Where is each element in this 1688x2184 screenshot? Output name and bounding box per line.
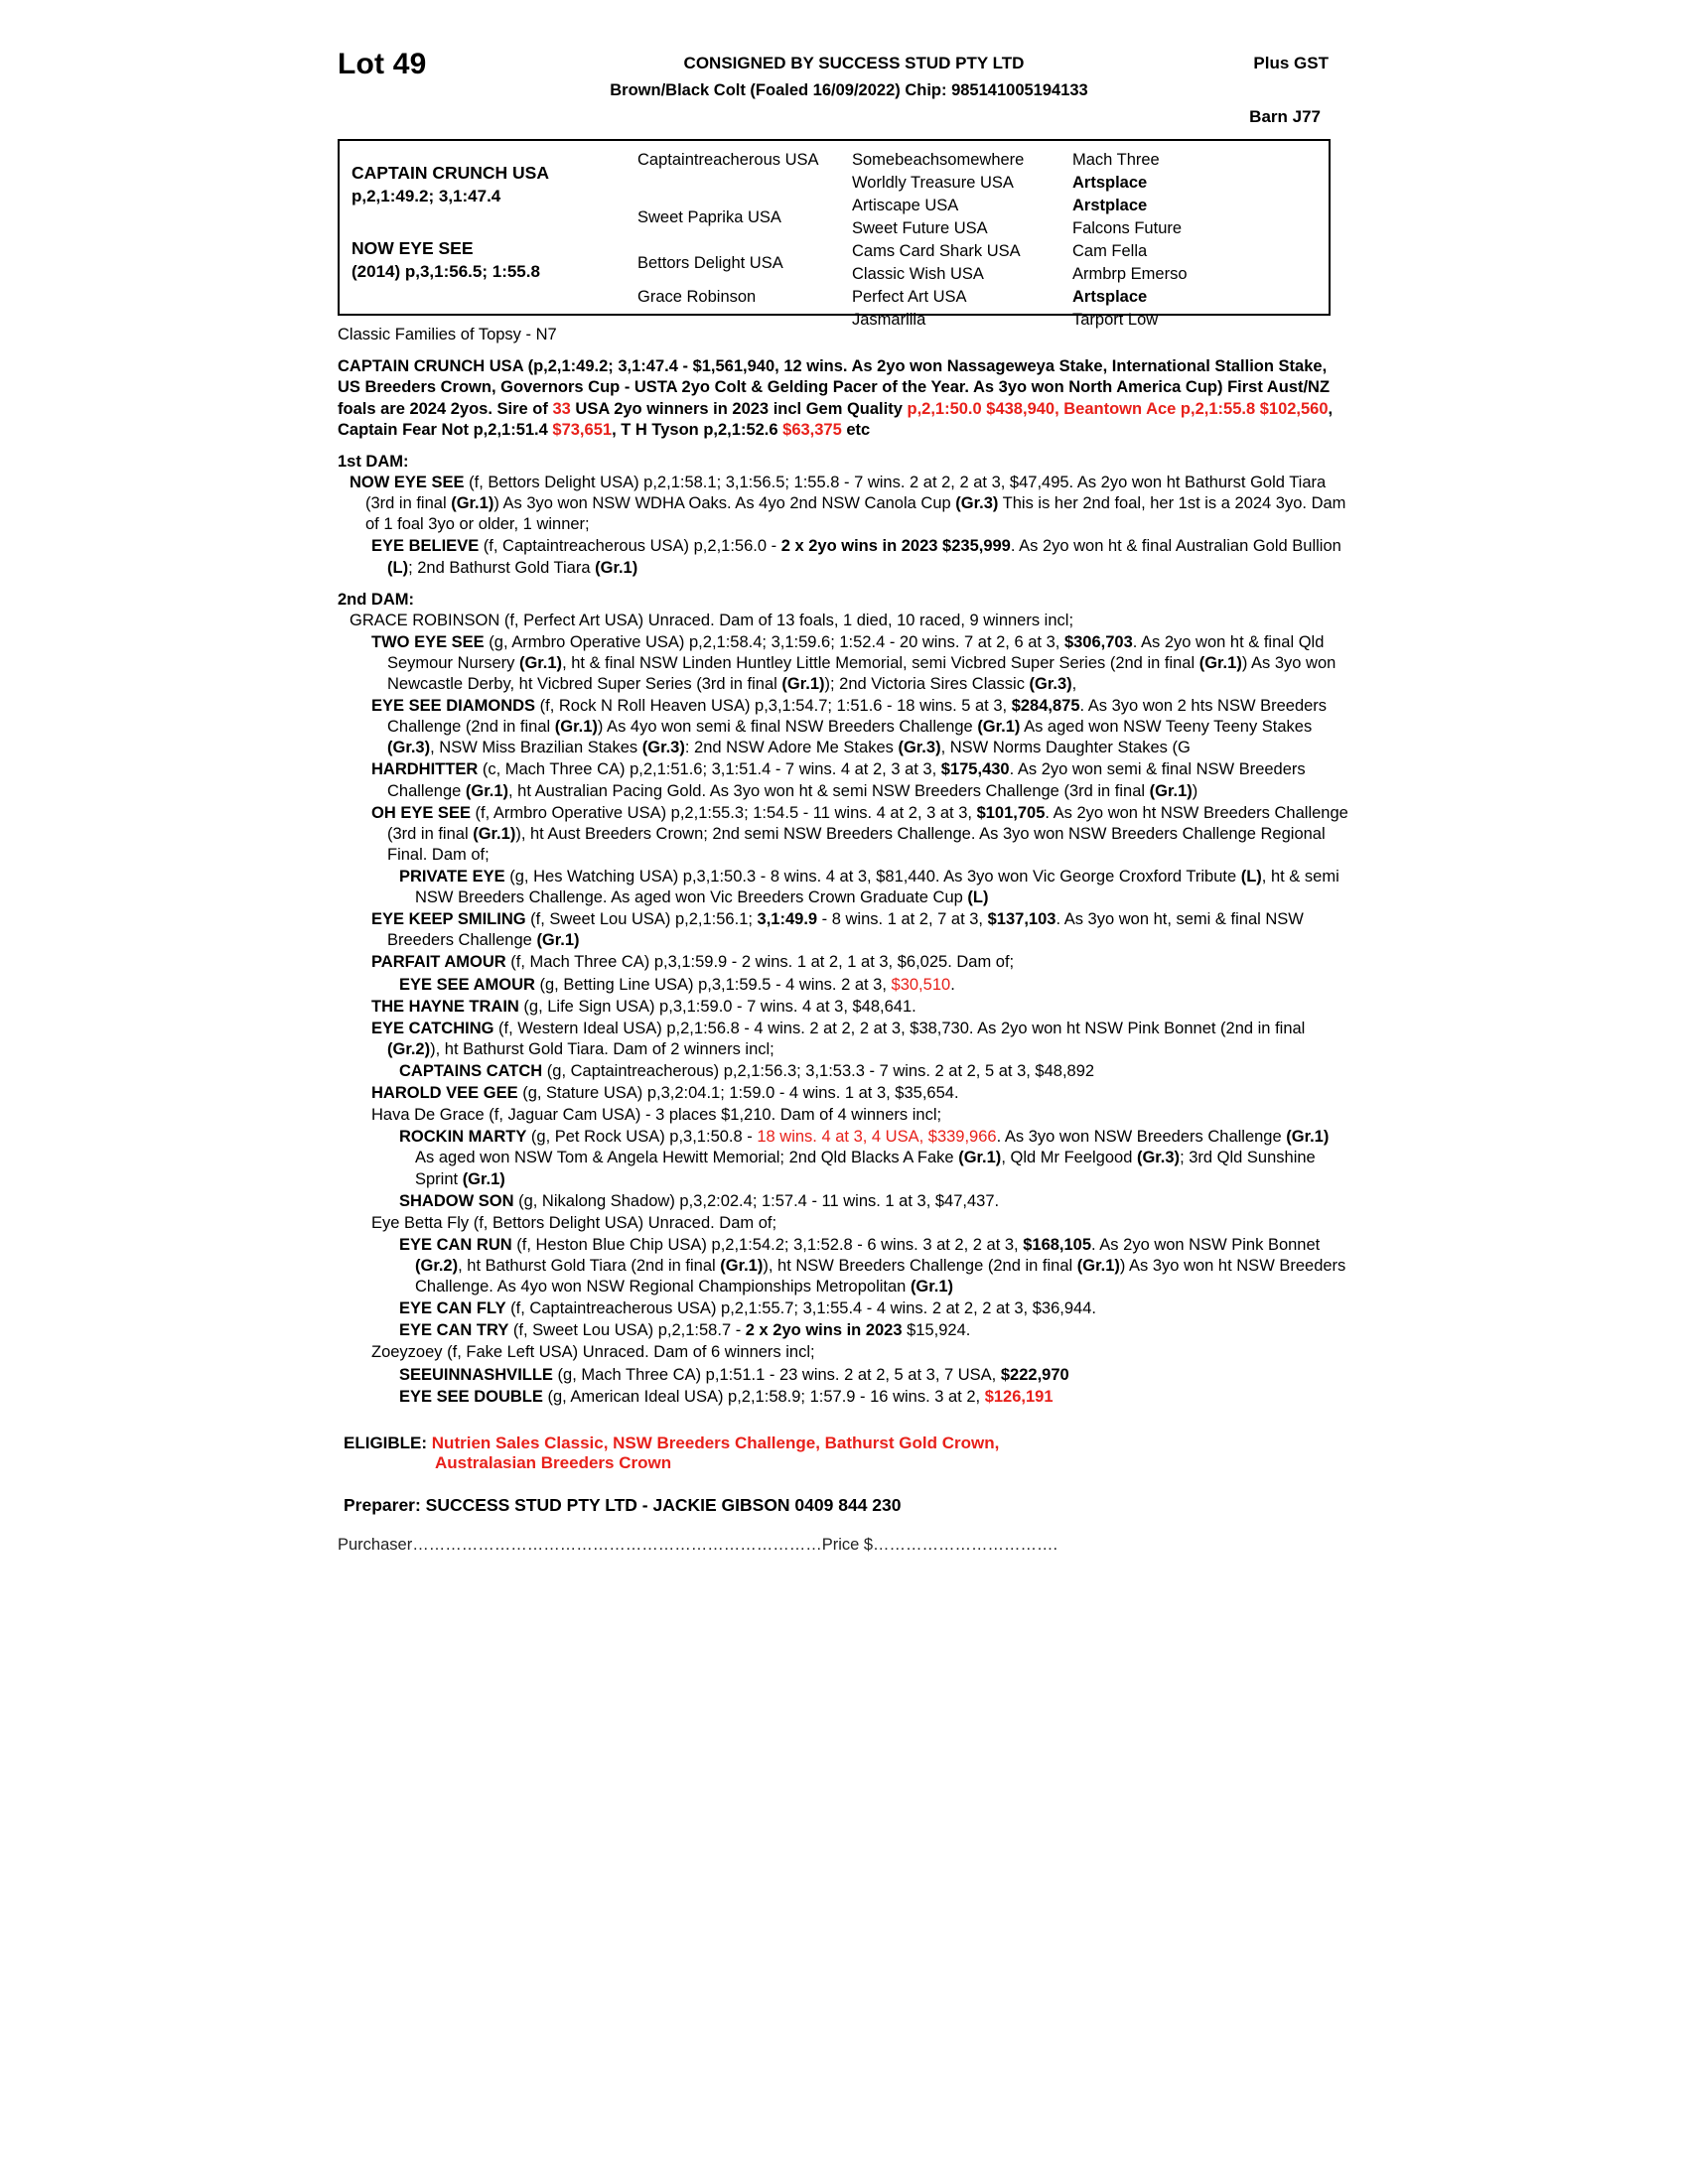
catalogue-sheet bbox=[338, 40, 1350, 1555]
entry-text: , bbox=[1071, 675, 1077, 693]
entry-text: - 8 wins. 1 at 2, 7 at 3, bbox=[817, 910, 988, 929]
entry-strong: 2 x 2yo wins in 2023 $235,999 bbox=[780, 537, 1011, 556]
entry-text: , ht & final NSW Linden Huntley Little Memorial, semi Vicbred Super Series (2nd in final bbox=[562, 653, 1199, 672]
entry-text: GRACE ROBINSON (f, Perfect Art USA) Unraced. Dam of 13 foals, 1 died, 10 raced, 9 winners incl; bbox=[350, 611, 1074, 629]
entry-text: As aged won NSW Tom & Angela Hewitt Memorial; 2nd Qld Blacks A Fake bbox=[415, 1149, 959, 1167]
pedigree-entry bbox=[338, 1387, 1350, 1408]
entry-strong: (Gr.1) bbox=[518, 653, 563, 672]
entry-text: Hava De Grace (f, Jaguar Cam USA) - 3 places $1,210. Dam of 4 winners incl; bbox=[371, 1106, 942, 1125]
entry-strong: (Gr.1) bbox=[536, 931, 580, 950]
pedigree-entry bbox=[338, 1320, 1350, 1341]
entry-strong: $222,970 bbox=[1000, 1365, 1069, 1384]
second-dam-header: 2nd DAM: bbox=[338, 590, 414, 609]
entry-text: This is her 2nd foal, her 1st is a 2024 3yo. Dam of 1 foal 3yo or older, 1 winner; bbox=[365, 494, 1346, 534]
entry-text: (g, Stature USA) p,3,2:04.1; 1:59.0 - 4 wins. 1 at 3, $35,654. bbox=[517, 1084, 959, 1103]
consignor-line: CONSIGNED BY SUCCESS STUD PTY LTD bbox=[683, 54, 1025, 72]
entry-strong: EYE SEE AMOUR bbox=[399, 975, 535, 994]
entry-strong: $168,105 bbox=[1023, 1235, 1092, 1254]
entry-strong: PRIVATE EYE bbox=[399, 867, 505, 886]
entry-strong: (Gr.1) bbox=[1149, 781, 1193, 800]
pedigree-entry bbox=[338, 1105, 1350, 1126]
entry-strong: (Gr.1) bbox=[1198, 653, 1242, 672]
pedigree-entry bbox=[338, 997, 1350, 1018]
barn-label: Barn J77 bbox=[1249, 107, 1321, 126]
pedigree-entry bbox=[338, 952, 1350, 973]
entry-text: (f, Captaintreacherous USA) p,2,1:56.0 - bbox=[479, 537, 781, 556]
entry-strong: (Gr.3) bbox=[641, 739, 685, 757]
pedigree-entry bbox=[338, 1191, 1350, 1212]
pedigree-col-parents bbox=[352, 141, 639, 314]
entry-text: (g, Armbro Operative USA) p,2,1:58.4; 3,1:59.6; 1:52.4 - 20 wins. 7 at 2, 6 at 3, bbox=[484, 632, 1064, 651]
entry-highlight: 18 wins. 4 at 3, 4 USA, $339,966 bbox=[757, 1128, 997, 1147]
entry-text: . As 2yo won NSW Pink Bonnet bbox=[1091, 1235, 1321, 1254]
entry-text: (f, Armbro Operative USA) p,2,1:55.3; 1:54.5 - 11 wins. 4 at 2, 3 at 3, bbox=[470, 803, 977, 822]
pedigree-cell: Arstplace bbox=[1072, 197, 1148, 214]
pedigree-cell: Artsplace bbox=[1072, 174, 1148, 192]
pedigree-entry bbox=[338, 1083, 1350, 1104]
pedigree-entry bbox=[338, 1235, 1350, 1297]
entry-text: ) As 3yo won Newcastle Derby, ht Vicbred Super Series (3rd in final bbox=[387, 653, 1336, 693]
entry-text: (g, Pet Rock USA) p,3,1:50.8 - bbox=[526, 1128, 758, 1147]
entry-strong: (Gr.2) bbox=[415, 1256, 459, 1275]
entry-strong: ROCKIN MARTY bbox=[399, 1128, 527, 1147]
pedigree-col-grandparents bbox=[637, 141, 854, 314]
entry-text: . bbox=[950, 975, 955, 994]
entry-text: . As 3yo won ht, semi & final NSW Breeders Challenge bbox=[387, 910, 1304, 950]
entry-strong: HAROLD VEE GEE bbox=[371, 1084, 518, 1103]
pedigree-entry bbox=[338, 1365, 1350, 1386]
pedigree-cell: Cams Card Shark USA bbox=[852, 242, 1021, 260]
pedigree-cell: Sweet Paprika USA bbox=[637, 208, 781, 226]
pedigree-entry bbox=[338, 867, 1350, 908]
blurb-highlight: p,2,1:50.0 $438,940, Beantown Ace p,2,1:55.8 $102,560 bbox=[907, 399, 1329, 418]
pedigree-cell: Perfect Art USA bbox=[852, 288, 967, 306]
entry-text: (f, Sweet Lou USA) p,2,1:56.1; bbox=[525, 910, 758, 929]
pedigree-entry bbox=[338, 803, 1350, 866]
pedigree-cell: Cam Fella bbox=[1072, 242, 1148, 260]
entry-text: (g, Nikalong Shadow) p,3,2:02.4; 1:57.4 - 11 wins. 1 at 3, $47,437. bbox=[513, 1191, 1000, 1210]
entry-text: ); 2nd Victoria Sires Classic bbox=[824, 675, 1030, 693]
entry-text: (f, Western Ideal USA) p,2,1:56.8 - 4 wins. 2 at 2, 2 at 3, $38,730. As 2yo won ht NSW Pink Bonnet (2nd in final bbox=[493, 1019, 1306, 1037]
entry-text: (g, Hes Watching USA) p,3,1:50.3 - 8 wins. 4 at 3, $81,440. As 3yo won Vic George Croxford Tribute bbox=[504, 867, 1241, 886]
entry-strong: (L) bbox=[967, 888, 989, 907]
entry-strong: SEEUINNASHVILLE bbox=[399, 1365, 553, 1384]
entry-strong: HARDHITTER bbox=[371, 760, 479, 779]
blurb-text: CAPTAIN CRUNCH USA (p,2,1:49.2; 3,1:47.4 - $1,561,940, 12 wins. As 2yo won Nassageweya Stake, International Stallion Stake, US Breeders Crown, Governors Cup - USTA 2yo Colt & Gelding Pacer of the Year. As 3yo won North America Cup) First Aust/NZ foals are 2024 2yos. Sire of bbox=[338, 357, 1331, 418]
second-dam-entries bbox=[338, 611, 1350, 1408]
pedigree-entry bbox=[338, 536, 1350, 578]
entry-strong: (Gr.3) bbox=[387, 739, 431, 757]
eligible-label: ELIGIBLE: bbox=[344, 1433, 432, 1452]
entry-text: Zoeyzoey (f, Fake Left USA) Unraced. Dam of 6 winners incl; bbox=[371, 1343, 815, 1362]
entry-strong: (Gr.1) bbox=[958, 1149, 1002, 1167]
entry-text: (f, Rock N Roll Heaven USA) p,3,1:54.7; 1:51.6 - 18 wins. 5 at 3, bbox=[535, 697, 1012, 716]
entry-strong: SHADOW SON bbox=[399, 1191, 514, 1210]
blurb-text: USA 2yo winners in 2023 incl Gem Quality bbox=[570, 399, 908, 418]
horse-description: Brown/Black Colt (Foaled 16/09/2022) Chip: 985141005194133 bbox=[610, 81, 1088, 99]
sire-name: CAPTAIN CRUNCH USA bbox=[352, 163, 549, 183]
plus-gst-label: Plus GST bbox=[1253, 54, 1329, 72]
entry-strong: PARFAIT AMOUR bbox=[371, 953, 506, 972]
entry-text: (g, American Ideal USA) p,2,1:58.9; 1:57.9 - 16 wins. 3 at 2, bbox=[542, 1387, 985, 1406]
entry-strong: (Gr.3) bbox=[1136, 1149, 1181, 1167]
entry-text: (c, Mach Three CA) p,2,1:51.6; 3,1:51.4 - 7 wins. 4 at 2, 3 at 3, bbox=[478, 760, 941, 779]
entry-text: . As 2yo won ht & final Australian Gold Bullion bbox=[1010, 537, 1341, 556]
entry-highlight: $126,191 bbox=[984, 1387, 1054, 1406]
entry-text: ) As 3yo won ht NSW Breeders Challenge. As 4yo won NSW Regional Championships Metropolitan bbox=[415, 1256, 1346, 1297]
entry-text: ; 3rd Qld Sunshine Sprint bbox=[415, 1149, 1316, 1188]
entry-strong: (Gr.2) bbox=[387, 1039, 431, 1058]
entry-text: ; 2nd Bathurst Gold Tiara bbox=[408, 558, 596, 577]
blurb-highlight: $73,651 bbox=[552, 420, 613, 439]
entry-strong: EYE CATCHING bbox=[371, 1019, 494, 1037]
pedigree-cell: Captaintreacherous USA bbox=[637, 151, 819, 169]
entry-strong: (Gr.1) bbox=[977, 718, 1021, 737]
sire-blurb bbox=[338, 356, 1350, 441]
pedigree-cell: Bettors Delight USA bbox=[637, 254, 783, 272]
entry-strong: EYE CAN RUN bbox=[399, 1235, 512, 1254]
pedigree-entry bbox=[338, 1019, 1350, 1060]
pedigree-entry bbox=[338, 1213, 1350, 1234]
pedigree-entry bbox=[338, 1342, 1350, 1363]
entry-text: (g, Betting Line USA) p,3,1:59.5 - 4 wins. 2 at 3, bbox=[534, 975, 892, 994]
entry-text: , ht Bathurst Gold Tiara (2nd in final bbox=[458, 1256, 721, 1275]
entry-text: : 2nd NSW Adore Me Stakes bbox=[684, 739, 899, 757]
entry-text: ), ht NSW Breeders Challenge (2nd in final bbox=[763, 1256, 1077, 1275]
entry-strong: (Gr.1) bbox=[465, 781, 508, 800]
entry-strong: EYE SEE DIAMONDS bbox=[371, 697, 536, 716]
entry-strong: (Gr.1) bbox=[473, 824, 516, 843]
entry-text: , Qld Mr Feelgood bbox=[1001, 1149, 1137, 1167]
entry-strong: $175,430 bbox=[940, 760, 1010, 779]
entry-strong: (Gr.1) bbox=[1076, 1256, 1120, 1275]
entry-strong: EYE CAN TRY bbox=[399, 1321, 509, 1340]
pedigree-entry bbox=[338, 473, 1350, 535]
entry-text: . As 3yo won 2 hts NSW Breeders Challenge (2nd in final bbox=[387, 697, 1328, 737]
entry-strong: (L) bbox=[1240, 867, 1262, 886]
pedigree-entry bbox=[338, 759, 1350, 801]
pedigree-cell: Jasmarilla bbox=[852, 311, 926, 329]
entry-text: . As 2yo won ht NSW Breeders Challenge (3rd in final bbox=[387, 803, 1348, 843]
pedigree-cell: Mach Three bbox=[1072, 151, 1160, 169]
classic-families: Classic Families of Topsy - N7 bbox=[338, 326, 557, 343]
entry-strong: 3,1:49.9 bbox=[757, 910, 818, 929]
entry-strong: 2 x 2yo wins in 2023 bbox=[745, 1321, 903, 1340]
pedigree-cell: Sweet Future USA bbox=[852, 219, 988, 237]
entry-text: ) As 4yo won semi & final NSW Breeders Challenge bbox=[597, 718, 978, 737]
entry-text: . As 2yo won semi & final NSW Breeders Challenge bbox=[387, 760, 1306, 800]
entry-strong: EYE BELIEVE bbox=[371, 537, 480, 556]
pedigree-cell: Classic Wish USA bbox=[852, 265, 984, 283]
eligible-line2: Australasian Breeders Crown bbox=[435, 1452, 672, 1472]
entry-strong: (Gr.3) bbox=[1029, 675, 1072, 693]
entry-text: (g, Life Sign USA) p,3,1:59.0 - 7 wins. 4 at 3, $48,641. bbox=[518, 997, 916, 1016]
entry-text: $15,924. bbox=[902, 1321, 971, 1340]
purchaser-line: Purchaser…………………………………………………………………Price $……………………………. bbox=[338, 1535, 1058, 1554]
entry-text: ), ht Aust Breeders Crown; 2nd semi NSW Breeders Challenge. As 3yo won NSW Breeders Challenge Regional Final. Dam of; bbox=[387, 824, 1326, 864]
entry-strong: $306,703 bbox=[1063, 632, 1133, 651]
pedigree-cell: Somebeachsomewhere bbox=[852, 151, 1025, 169]
entry-strong: EYE SEE DOUBLE bbox=[399, 1387, 543, 1406]
pedigree-cell: Tarport Low bbox=[1072, 311, 1159, 329]
page-header bbox=[338, 40, 1350, 125]
entry-strong: (Gr.3) bbox=[955, 494, 999, 513]
pedigree-entry bbox=[338, 975, 1350, 996]
entry-strong: (Gr.1) bbox=[462, 1169, 505, 1188]
entry-strong: (Gr.1) bbox=[910, 1278, 954, 1297]
dam-name: NOW EYE SEE bbox=[352, 238, 474, 258]
pedigree-col-great-grandparents bbox=[852, 141, 1072, 329]
entry-text: ), ht Bathurst Gold Tiara. Dam of 2 winners incl; bbox=[430, 1039, 774, 1058]
first-dam-entries bbox=[338, 473, 1350, 579]
eligible-line1: Nutrien Sales Classic, NSW Breeders Challenge, Bathurst Gold Crown, bbox=[431, 1433, 1000, 1452]
blurb-highlight: 33 bbox=[552, 399, 571, 418]
entry-strong: (Gr.1) bbox=[595, 558, 638, 577]
entry-text: (f, Bettors Delight USA) p,2,1:58.1; 3,1:56.5; 1:55.8 - 7 wins. 2 at 2, 2 at 3, $47,495. As 2yo won ht Bathurst Gold Tiara (3rd in final bbox=[365, 474, 1327, 513]
entry-strong: (Gr.1) bbox=[554, 718, 598, 737]
pedigree-col-4th-gen bbox=[1072, 141, 1321, 329]
eligible-block bbox=[338, 1433, 1350, 1473]
entry-strong: (Gr.1) bbox=[451, 494, 494, 513]
entry-highlight: $30,510 bbox=[891, 975, 951, 994]
blurb-highlight: $63,375 bbox=[782, 420, 842, 439]
entry-text: (g, Mach Three CA) p,1:51.1 - 23 wins. 2 at 2, 5 at 3, 7 USA, bbox=[552, 1365, 1001, 1384]
lot-number: Lot 49 bbox=[338, 48, 427, 80]
pedigree-cell: Artiscape USA bbox=[852, 197, 959, 214]
entry-strong: (Gr.1) bbox=[720, 1256, 764, 1275]
entry-strong: OH EYE SEE bbox=[371, 803, 471, 822]
entry-text: As aged won NSW Teeny Teeny Stakes bbox=[1020, 718, 1313, 737]
entry-strong: EYE CAN FLY bbox=[399, 1299, 506, 1318]
entry-text: , NSW Miss Brazilian Stakes bbox=[430, 739, 642, 757]
pedigree-entry bbox=[338, 632, 1350, 695]
blurb-text: etc bbox=[841, 420, 871, 439]
first-dam-header: 1st DAM: bbox=[338, 453, 409, 472]
entry-strong: TWO EYE SEE bbox=[371, 632, 485, 651]
entry-strong: THE HAYNE TRAIN bbox=[371, 997, 519, 1016]
pedigree-cell: Falcons Future bbox=[1072, 219, 1183, 237]
entry-strong: NOW EYE SEE bbox=[350, 474, 465, 492]
pedigree-cell: Artsplace bbox=[1072, 288, 1148, 306]
pedigree-entry bbox=[338, 611, 1350, 631]
pedigree-cell: Grace Robinson bbox=[637, 288, 757, 306]
entry-text: (f, Heston Blue Chip USA) p,2,1:54.2; 3,1:52.8 - 6 wins. 3 at 2, 2 at 3, bbox=[511, 1235, 1024, 1254]
pedigree-table bbox=[338, 139, 1331, 329]
sire-times: p,2,1:49.2; 3,1:47.4 bbox=[352, 187, 501, 205]
entry-strong: $284,875 bbox=[1011, 697, 1080, 716]
entry-text: ) bbox=[1192, 781, 1198, 800]
entry-text: (f, Captaintreacherous USA) p,2,1:55.7; 3,1:55.4 - 4 wins. 2 at 2, 2 at 3, $36,944. bbox=[505, 1299, 1096, 1318]
entry-strong: CAPTAINS CATCH bbox=[399, 1061, 543, 1080]
entry-text: , NSW Norms Daughter Stakes (G bbox=[940, 739, 1191, 757]
entry-text: , ht Australian Pacing Gold. As 3yo won ht & semi NSW Breeders Challenge (3rd in final bbox=[508, 781, 1150, 800]
pedigree-entry bbox=[338, 1298, 1350, 1319]
pedigree-cell: Worldly Treasure USA bbox=[852, 174, 1014, 192]
entry-strong: EYE KEEP SMILING bbox=[371, 910, 526, 929]
pedigree-entry bbox=[338, 909, 1350, 951]
entry-text: (g, Captaintreacherous) p,2,1:56.3; 3,1:53.3 - 7 wins. 2 at 2, 5 at 3, $48,892 bbox=[542, 1061, 1095, 1080]
entry-text: Eye Betta Fly (f, Bettors Delight USA) Unraced. Dam of; bbox=[371, 1213, 777, 1232]
entry-text: (f, Sweet Lou USA) p,2,1:58.7 - bbox=[508, 1321, 746, 1340]
pedigree-entry bbox=[338, 1061, 1350, 1082]
dam-times: (2014) p,3,1:56.5; 1:55.8 bbox=[352, 262, 540, 281]
entry-text: . As 3yo won NSW Breeders Challenge bbox=[996, 1128, 1287, 1147]
entry-text: . As 2yo won ht & final Qld Seymour Nursery bbox=[387, 632, 1325, 672]
preparer-line: Preparer: SUCCESS STUD PTY LTD - JACKIE GIBSON 0409 844 230 bbox=[344, 1494, 902, 1515]
blurb-text: , Captain Fear Not p,2,1:51.4 bbox=[338, 399, 1334, 439]
entry-strong: $101,705 bbox=[976, 803, 1046, 822]
entry-strong: (Gr.1) bbox=[1286, 1128, 1330, 1147]
entry-strong: (L) bbox=[387, 558, 409, 577]
entry-strong: (Gr.1) bbox=[781, 675, 825, 693]
entry-text: ) As 3yo won NSW WDHA Oaks. As 4yo 2nd NSW Canola Cup bbox=[493, 494, 956, 513]
entry-text: (f, Mach Three CA) p,3,1:59.9 - 2 wins. 1 at 2, 1 at 3, $6,025. Dam of; bbox=[505, 953, 1015, 972]
blurb-text: , T H Tyson p,2,1:52.6 bbox=[612, 420, 783, 439]
entry-strong: (Gr.3) bbox=[898, 739, 941, 757]
pedigree-cell: Armbrp Emerso bbox=[1072, 265, 1188, 283]
pedigree-entry bbox=[338, 696, 1350, 758]
entry-text: , ht & semi NSW Breeders Challenge. As aged won Vic Breeders Crown Graduate Cup bbox=[415, 867, 1339, 907]
pedigree-entry bbox=[338, 1127, 1350, 1189]
entry-strong: $137,103 bbox=[987, 910, 1056, 929]
